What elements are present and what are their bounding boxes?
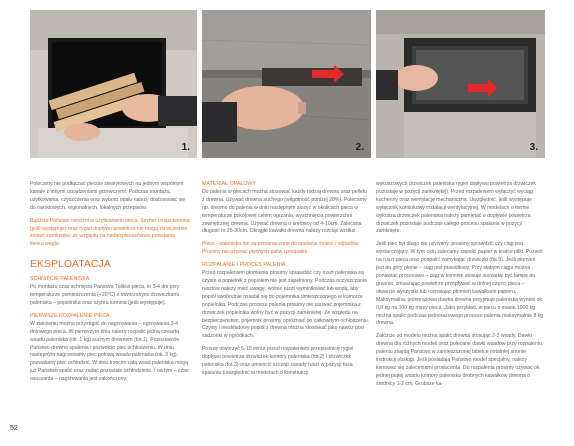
text-column-3 — [376, 181, 544, 394]
photo-stove-door-image — [376, 10, 545, 158]
photo-stove-door — [376, 10, 545, 158]
photo-number: 3. — [529, 142, 538, 153]
page-number: 52 — [10, 425, 18, 432]
kindling-paragraph: Przed rozpaleniem płomienia prosimy sprawdzić czy ruszt paleniska są czyste a popielnik z popiołem nie jest zapełniony. Podczas oczyszczania rusztów należy mieć uwagę, wolnie ruszt wymiotłować lub wodą, aby popiół swobodnie osiadał się do pojemnika umieszczonego w komorze popielnika. Podczas procesu palenia prosimy nie usuwać pojemnika z drzwiczek popielnika wolny być w pozycji zamkniętej. Ze względu na bezpieczeństwo, pojemnik prosimy opróżniać po całkowitym ochłodzeniu. Czysty i nieskładowy popiół z drewna można stosować jako nawóz pod sadzonki w ogródkach. — [202, 270, 370, 340]
photo-loading-wood-image — [30, 10, 197, 158]
kindling-paragraph-2: Proszę otworzyć 5-10 minut przed rozpaleniem przepustnicę rygiel dopływu powietrza drzwiczek komory paleniska (fot.2) i drzwiczek paleniska (fot.3) oraz umieścić szczap zasady ruszt w pozycji fasa spalania (uwzględnić w modelach o konstrukcji — [202, 346, 354, 376]
fuel-warning-paragraph: Piece - paleniska nie są przeznaczone do spalania śmieci i odpadów. Prosimy nie używać płynnych paliw i podpałek. — [202, 241, 360, 256]
subheading-drying: SCHNIĘCIE PALENISKA — [30, 276, 90, 283]
col3-paragraph-2: Jeśli piec był długo nie używany, prosimy sprawdzić czy ciąg jest wystarczający. W tym celu zalecamy zapalić papier w kratce piłki. Pozwól na ruszt pieca oraz podpalić zamykając drzwiczki (fot.5). Jeśli płomień jest do góry płonie – ciąg jest prawidłowy. Przy słabym ciągu można ponawiać procesowo – ciąg w kominie stosuje suszarkę być lampę do grzania, zmuszając powietrze przepływać w dolnej części pieca – otwarcie wyczystki lub rozpalając płomień kawałkami papieru. Maksymalna, jednorazowa dawka drewna przyjmuje paleniska wynosi ok. 0,8 kg na 100 kg masy pieca. Jako przykład, w piecu o masie 1900 kg można spalić podczas jednorazowego procesu palenia maksymalnie 8 kg drewna. — [376, 241, 544, 327]
warning-paragraph: Bądźcie Państwo ostrożni w użytkowaniu pieca. Szyber i ruszt komina (jeśli występuje) oraz rygiel dopływu powietrza nie mogą za wcześnie zostać zamknięte, ze względu na niebezpieczeństwo powstania tlenku węgla. — [30, 217, 190, 248]
photo-damper-image — [202, 10, 371, 158]
subheading-kindling: ROZPALANIE I PROCES PALENIA — [202, 262, 286, 269]
fuel-paragraph: Do palenia w piecach można stosować każdy rodzaj drewna oraz pelletu z drewna. Używać drewna suchego (wilgotność poniżej 20%). Polecamy np. drewno do palenia w dniu następnym złożyć w okolicach pieca w temperaturze pokojowej celem ogrzania, wyschnięcia powierzchni zewnętrznej drewna. Używać drewna o średnicy od 4-10cm. Zalecana długość to 25-30cm. Okrągłe kawałki drewna należy rozciąć wzdłuż. — [202, 188, 368, 235]
text-column-1 — [30, 181, 190, 389]
text-column-2 — [202, 181, 370, 383]
section-heading: EKSPLOATACJA — [30, 258, 111, 271]
photo-number: 2. — [355, 142, 364, 153]
subheading-fuel: MATERIAŁ OPAŁOWY — [202, 181, 256, 187]
col3-paragraph-1: wykuszowych drzwiczek paleniska rygiel dopływu powietrza drzwiczek pozostaje w pozycji zamkniętej). Przed rozpaleniem wyłączyć wyciąg kuchenny oraz wentylację mechaniczną. Uwzględnić, jeśli występuje wyłącznik kominkowy instalacji wentylacyjnej. W modelach o formie wykusza drzwiczek paleniska należy pamiętać o dopływie powietrza drzwiczek pozostaje podczas całego procesu spalania w pozycji zamknięte. — [376, 181, 536, 235]
first-firing-paragraph: W założeniu można przystąpić do nagrzewania – ogrzewania 3-4 dniowego pieca. W pierwszym dniu należy rozpalić jedną czwartą wsadu paleniska (ok. 1 kg) suchym drewnem (fot.1). Pozostawcie Państwo drewno spalenia i pozwólcie piec ochłodzeniu. W dniu następnym nagrzewamy piec połową wsadu paleniska (ok. 3 kg), pozwalamy piec ochłodzić. W dniu trzecim całą wsad paleniska mogą już Państwo spalić oraz zadać pozostałe ochłodzenie. I na tym – czas osuszania – nagrzewania jest zakończony. — [30, 320, 189, 383]
intro-paragraph: Polecamy nie podłączać pieców steatytowych na jednym wspólnym kanale z innymi urządzeniami grzewczymi. Podczas montażu, użytkowania, czyszczenia oraz wyboru opału należy dostosować się do narodowych, regionalnych, lokalnych przepisów. — [30, 181, 186, 211]
col3-paragraph-3: Załóżcie od modelu można spalić drewna stosując 2-3 wsady. Dawki drewna dla różnych modeli oraz polecane dawki wsadów przy rozpaleniu, paleniu znajdą Państwo w zamieszczonej tabelce ostatniej stronie instrukcji obsługi. Jeśli posiadają Państwo model specjalny, należy kierować się zaleceniami producenta. Do rozpalenia prosimy używać ok. jednej piątej wsadu komory paleniska drobnych kawałków drewna o średnicy 1-2 cm. Grubsze ka- — [376, 333, 544, 387]
photo-damper — [202, 10, 371, 158]
photo-loading-wood — [30, 10, 197, 158]
photo-number: 1. — [181, 142, 190, 153]
subheading-first-firing: PIERWSZE ROZPALENIE PIECA — [30, 312, 110, 319]
drying-paragraph: Po montażu czas schnięcia Państwa Tulikivi pieca, to 3-4 dni przy temperaturze pomieszczenia (+20°C) z otworzonymi drzwiczkami paleniska – popielnika oraz szybra komina (jeśli występuje). — [30, 284, 180, 306]
